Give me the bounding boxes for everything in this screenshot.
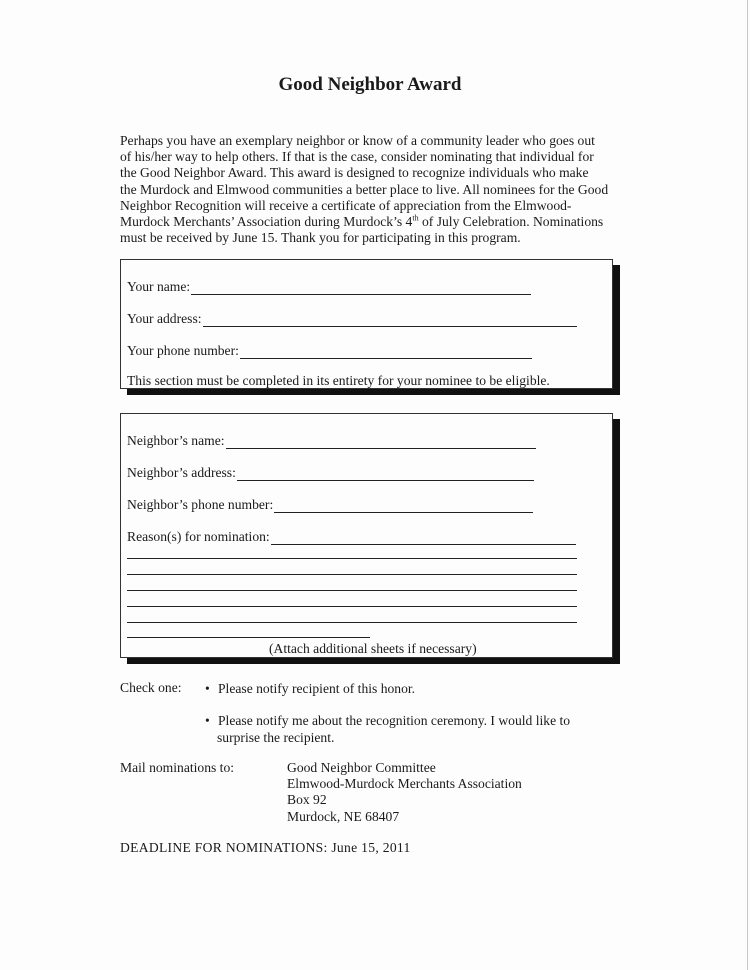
option-notify-me-label-cont: surprise the recipient. bbox=[217, 730, 335, 745]
your-phone-field[interactable] bbox=[127, 341, 532, 359]
mail-label: Mail nominations to: bbox=[120, 760, 235, 775]
intro-line: must be received by June 15. Thank you for participating in this program. bbox=[120, 230, 521, 246]
intro-line bbox=[120, 214, 630, 230]
neighbor-phone-label: Neighbor’s phone number: bbox=[127, 497, 274, 512]
nominee-section bbox=[120, 413, 613, 658]
option-notify-recipient[interactable] bbox=[205, 680, 415, 697]
intro-line-part: of July Celebration. Nominations bbox=[418, 214, 604, 230]
your-name-field[interactable] bbox=[127, 277, 531, 295]
reason-field[interactable] bbox=[127, 527, 576, 545]
your-address-label: Your address: bbox=[127, 311, 202, 326]
reason-label: Reason(s) for nomination: bbox=[127, 529, 270, 544]
reason-line[interactable] bbox=[127, 622, 577, 623]
intro-line-part: Murdock Merchants’ Association during Murdock’s 4 bbox=[120, 214, 413, 230]
eligibility-note: This section must be completed in its entirety for your nominee to be eligible. bbox=[127, 373, 550, 388]
neighbor-phone-field[interactable] bbox=[127, 495, 533, 513]
intro-line: the Good Neighbor Award. This award is designed to recognize individuals who make bbox=[120, 165, 589, 181]
mailing-address bbox=[287, 760, 522, 825]
page-title: Good Neighbor Award bbox=[278, 74, 462, 95]
your-address-field[interactable] bbox=[127, 309, 577, 327]
deadline-text: DEADLINE FOR NOMINATIONS: June 15, 2011 bbox=[120, 840, 411, 855]
neighbor-name-label: Neighbor’s name: bbox=[127, 433, 225, 448]
intro-line: Perhaps you have an exemplary neighbor or know of a community leader who goes out bbox=[120, 133, 595, 148]
reason-line[interactable] bbox=[127, 574, 577, 575]
option-notify-me[interactable] bbox=[205, 712, 570, 746]
ordinal-superscript: th bbox=[412, 213, 419, 223]
option-notify-me-label: Please notify me about the recognition ceremony. I would like to bbox=[218, 713, 571, 728]
option-notify-recipient-label: Please notify recipient of this honor. bbox=[218, 681, 416, 696]
your-name-label: Your name: bbox=[127, 279, 191, 294]
neighbor-address-label: Neighbor’s address: bbox=[127, 465, 236, 480]
intro-line: of his/her way to help others. If that is the case, consider nominating that individual for bbox=[120, 149, 594, 165]
attach-note: (Attach additional sheets if necessary) bbox=[269, 641, 477, 656]
address-line: Good Neighbor Committee bbox=[287, 760, 436, 775]
reason-line[interactable] bbox=[127, 558, 577, 559]
reason-line[interactable] bbox=[271, 531, 576, 545]
reason-line[interactable] bbox=[127, 606, 577, 607]
neighbor-name-line[interactable] bbox=[226, 435, 536, 449]
reason-line[interactable] bbox=[127, 590, 577, 591]
neighbor-address-line[interactable] bbox=[237, 467, 534, 481]
your-name-line[interactable] bbox=[191, 281, 531, 295]
neighbor-name-field[interactable] bbox=[127, 431, 536, 449]
intro-line: Neighbor Recognition will receive a certificate of appreciation from the Elmwood- bbox=[120, 197, 572, 213]
intro-paragraph bbox=[120, 133, 630, 246]
check-one-label: Check one: bbox=[120, 680, 182, 695]
address-line: Murdock, NE 68407 bbox=[287, 808, 400, 824]
your-phone-line[interactable] bbox=[240, 345, 532, 359]
your-phone-label: Your phone number: bbox=[127, 343, 239, 358]
neighbor-address-field[interactable] bbox=[127, 463, 534, 481]
intro-line: the Murdock and Elmwood communities a better place to live. All nominees for the Good bbox=[120, 181, 609, 197]
address-line: Box 92 bbox=[287, 792, 327, 808]
bullet-icon[interactable]: • bbox=[205, 713, 210, 728]
your-address-line[interactable] bbox=[203, 313, 577, 327]
address-line: Elmwood-Murdock Merchants Association bbox=[287, 776, 522, 792]
scan-edge bbox=[747, 0, 748, 970]
neighbor-phone-line[interactable] bbox=[274, 499, 533, 513]
reason-line[interactable] bbox=[127, 637, 370, 638]
bullet-icon[interactable]: • bbox=[205, 681, 210, 696]
nominator-section bbox=[120, 259, 613, 389]
